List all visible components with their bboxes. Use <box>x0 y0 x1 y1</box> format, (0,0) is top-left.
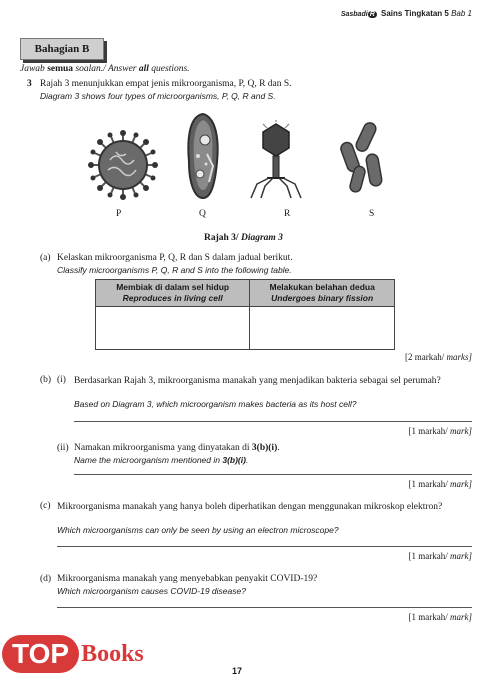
answer-cell-binary-fission[interactable] <box>250 307 395 350</box>
table-header-living-cell: Membiak di dalam sel hidup Reproduces in living cell <box>96 280 250 307</box>
answer-line-c[interactable] <box>57 546 472 547</box>
part-c-marks: [1 markah/ mark] <box>408 551 472 561</box>
classification-table <box>95 279 395 350</box>
part-b-ii-text-ms: Namakan mikroorganisma yang dinyatakan di 3(b)(i). <box>74 443 280 453</box>
part-a-text-ms: Kelaskan mikroorganisma P, Q, R dan S dalam jadual berikut. <box>57 253 293 263</box>
part-b-label: (b) <box>40 375 52 385</box>
question-text-en: Diagram 3 shows four types of microorganisms, P, Q, R and S. <box>40 91 276 101</box>
section-badge: Bahagian B <box>20 38 104 60</box>
answer-line-d[interactable] <box>57 607 472 608</box>
instruction: Jawab semua soalan./ Answer all questions. <box>20 64 190 74</box>
label-s: S <box>369 209 375 219</box>
part-a-label: (a) <box>40 253 51 263</box>
part-d-label: (d) <box>40 574 52 584</box>
label-r: R <box>284 209 291 219</box>
publisher-logo: Sasbadi R <box>340 11 375 18</box>
part-a-text-en: Classify microorganisms P, Q, R and S into the following table. <box>57 265 292 275</box>
question-number: 3 <box>27 79 32 89</box>
part-b-i-marks: [1 markah/ mark] <box>408 426 472 436</box>
part-c-text-en: Which microorganisms can only be seen by using an electron microscope? <box>57 525 339 535</box>
part-d-text-en: Which microorganism causes COVID-19 disease? <box>57 586 246 596</box>
page-header <box>341 9 472 18</box>
label-q: Q <box>199 209 206 219</box>
part-a-marks: [2 markah/ marks] <box>405 352 472 362</box>
part-b-i-text-en: Based on Diagram 3, which microorganism makes bacteria as its host cell? <box>74 399 357 409</box>
part-b-ii-text-en: Name the microorganism mentioned in 3(b)(i). <box>74 455 249 465</box>
bacteria-icon <box>338 118 390 202</box>
page-number: 17 <box>232 666 243 676</box>
bacteriophage-icon <box>249 120 303 200</box>
chapter-label: Bab 1 <box>451 9 472 18</box>
book-title: Sains Tingkatan 5 <box>380 9 449 18</box>
table-header-binary-fission: Melakukan belahan dedua Undergoes binary fission <box>250 280 395 307</box>
diagram-caption: Rajah 3/ Diagram 3 <box>204 233 283 243</box>
answer-line-b-i[interactable] <box>74 421 472 422</box>
part-b-i-label: (i) <box>57 375 66 385</box>
answer-cell-living-cell[interactable] <box>96 307 250 350</box>
part-b-i-text-ms: Berdasarkan Rajah 3, mikroorganisma manakah yang menjadikan bakteria sebagai sel perumah? <box>74 376 441 386</box>
topbooks-watermark: TOP Books <box>2 635 144 675</box>
part-b-ii-marks: [1 markah/ mark] <box>408 479 472 489</box>
question-text-ms: Rajah 3 menunjukkan empat jenis mikroorganisma, P, Q, R dan S. <box>40 79 292 89</box>
protozoa-icon <box>183 112 223 200</box>
part-d-marks: [1 markah/ mark] <box>408 612 472 622</box>
coronavirus-icon <box>88 130 158 200</box>
label-p: P <box>116 209 122 219</box>
part-c-label: (c) <box>40 501 51 511</box>
part-c-text-ms: Mikroorganisma manakah yang hanya boleh diperhatikan dengan menggunakan mikroskop elektron? <box>57 502 443 512</box>
part-b-ii-label: (ii) <box>57 443 69 453</box>
answer-line-b-ii[interactable] <box>74 474 472 475</box>
part-d-text-ms: Mikroorganisma manakah yang menyebabkan penyakit COVID-19? <box>57 574 318 584</box>
